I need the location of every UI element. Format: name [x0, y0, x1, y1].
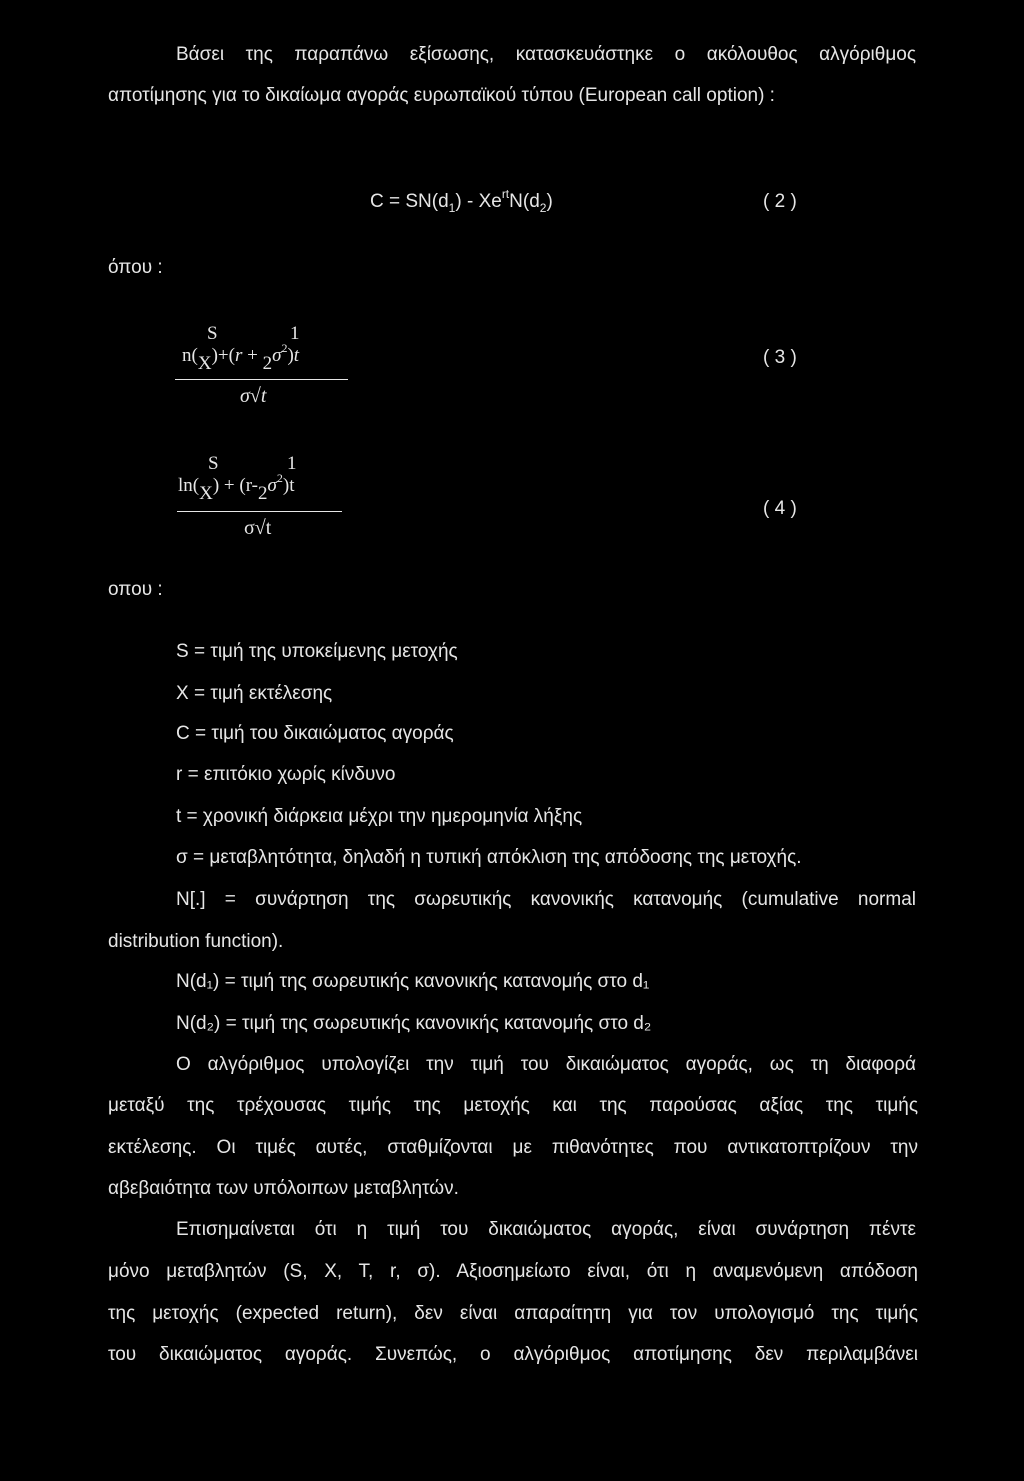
- definition-t: t = χρονική διάρκεια μέχρι την ημερομηνία λήξης: [176, 806, 583, 827]
- paragraph-2-line-2: μόνο μεταβλητών (S, X, T, r, σ). Αξιοσημείωτο είναι, ότι η αναμενόμενη απόδοση: [108, 1261, 918, 1282]
- equation-4: S 1 $\ln(X) + (r-2\sigma^2)t$ σ√t: [172, 452, 362, 544]
- paragraph-2-line-3: της μετοχής (expected return), δεν είναι απαραίτητη για τον υπολογισμό της τιμής: [108, 1303, 918, 1324]
- intro-line-2: αποτίμησης για το δικαίωμα αγοράς ευρωπαϊκού τύπου (European call option) :: [108, 85, 775, 106]
- opou-label-1: όπου :: [108, 257, 163, 278]
- paragraph-1-line-4: αβεβαιότητα των υπόλοιπων μεταβλητών.: [108, 1178, 459, 1199]
- equation-2: $C = SN(d_1) - Xe^{rt}N(d_2)$: [370, 187, 553, 215]
- paragraph-2-line-1: Επισημαίνεται ότι η τιμή του δικαιώματος αγοράς, είναι συνάρτηση πέντε: [176, 1219, 916, 1240]
- equation-4-number: ( 4 ): [763, 498, 797, 519]
- equation-2-number: ( 2 ): [763, 191, 797, 212]
- definition-sigma: σ = μεταβλητότητα, δηλαδή η τυπική απόκλιση της απόδοσης της μετοχής.: [176, 847, 802, 868]
- definition-nd1: N(d₁) = τιμή της σωρευτικής κανονικής κατανομής στο d₁: [176, 971, 650, 992]
- definition-n-line-2: distribution function).: [108, 931, 284, 952]
- intro-line-1: Βάσει της παραπάνω εξίσωσης, κατασκευάστηκε ο ακόλουθος αλγόριθμος: [176, 44, 916, 65]
- equation-3-number: ( 3 ): [763, 347, 797, 368]
- equation-3: S 1 $n(X)+(r + 2\sigma^2)t$ σ√t: [180, 322, 360, 412]
- paragraph-1-line-1: Ο αλγόριθμος υπολογίζει την τιμή του δικαιώματος αγοράς, ως τη διαφορά: [176, 1054, 916, 1075]
- paragraph-2-line-4: του δικαιώματος αγοράς. Συνεπώς, ο αλγόριθμος αποτίμησης δεν περιλαμβάνει: [108, 1344, 918, 1365]
- definition-x: X = τιμή εκτέλεσης: [176, 683, 333, 704]
- paragraph-1-line-3: εκτέλεσης. Οι τιμές αυτές, σταθμίζονται με πιθανότητες που αντικατοπτρίζουν την: [108, 1137, 918, 1158]
- definition-nd2: N(d₂) = τιμή της σωρευτικής κανονικής κατανομής στο d₂: [176, 1013, 652, 1034]
- definition-c: C = τιμή του δικαιώματος αγοράς: [176, 723, 454, 744]
- definition-s: S = τιμή της υποκείμενης μετοχής: [176, 641, 458, 662]
- paragraph-1-line-2: μεταξύ της τρέχουσας τιμής της μετοχής και της παρούσας αξίας της τιμής: [108, 1095, 918, 1116]
- definition-r: r = επιτόκιο χωρίς κίνδυνο: [176, 764, 396, 785]
- opou-label-2: οπου :: [108, 579, 163, 600]
- definition-n-line-1: N[.] = συνάρτηση της σωρευτικής κανονικής κατανομής (cumulative normal: [176, 889, 916, 910]
